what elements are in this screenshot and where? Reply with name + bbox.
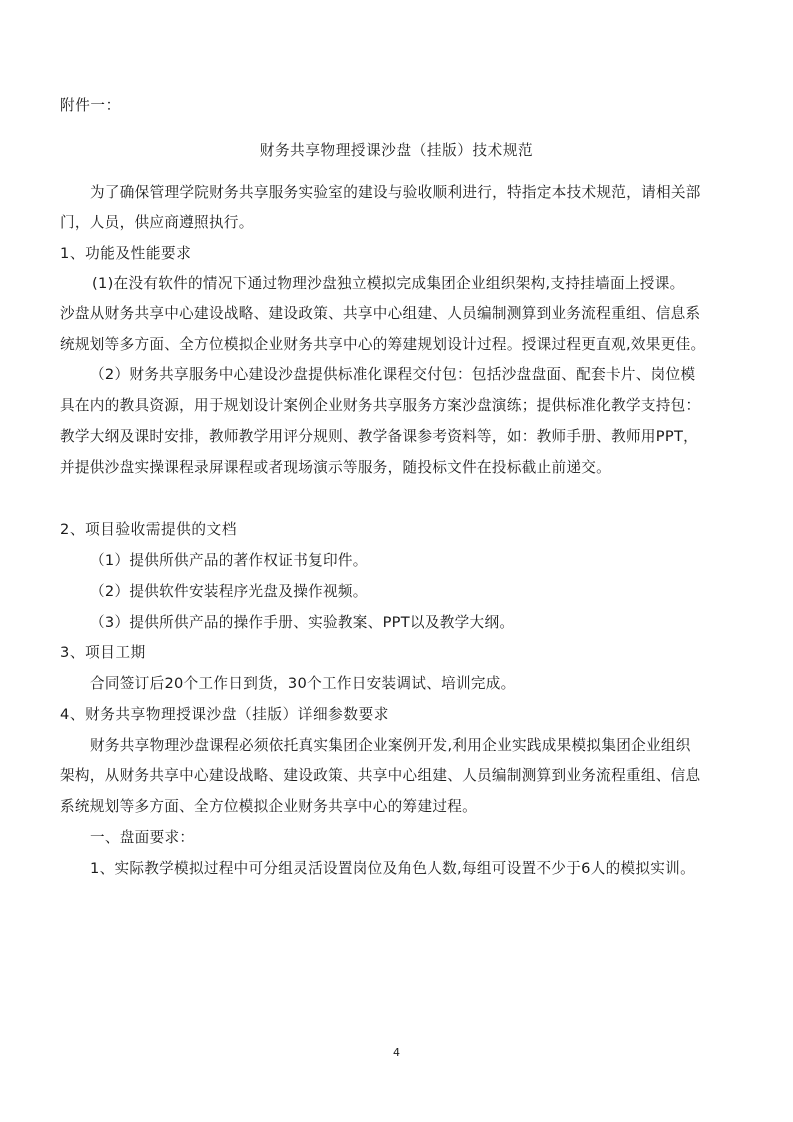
section-1-heading: 1、功能及性能要求 — [60, 245, 192, 262]
section-3-heading: 3、项目工期 — [60, 644, 146, 661]
section-3-line-1: 合同签订后20个工作日到货，30个工作日安装调试、培训完成。 — [90, 675, 516, 692]
page-number: 4 — [393, 1046, 400, 1059]
section-4-item-1: 1、实际教学模拟过程中可分组灵活设置岗位及角色人数,每组可设置不少于6人的模拟实训。 — [90, 860, 695, 877]
section-4-p1-line-3: 系统规划等多方面、全方位模拟企业财务共享中心的筹建过程。 — [60, 798, 478, 815]
attachment-label: 附件一： — [60, 97, 121, 114]
section-4-sub-heading: 一、盘面要求： — [90, 829, 195, 846]
section-4-heading: 4、财务共享物理授课沙盘（挂版）详细参数要求 — [60, 706, 389, 723]
section-1-p1-line-2: 沙盘从财务共享中心建设战略、建设政策、共享中心组建、人员编制测算到业务流程重组、信息系 — [60, 305, 701, 322]
section-2-heading: 2、项目验收需提供的文档 — [60, 521, 238, 538]
section-2-item: （3）提供所供产品的操作手册、实验教案、PPT以及教学大纲。 — [90, 614, 515, 631]
section-4-p1-line-1: 财务共享物理沙盘课程必须依托真实集团企业案例开发,利用企业实践成果模拟集团企业组织 — [90, 737, 691, 754]
section-1-p1-line-3: 统规划等多方面、全方位模拟企业财务共享中心的筹建规划设计过程。授课过程更直观,效果更佳。 — [60, 336, 706, 353]
section-1-p2-line-3: 教学大纲及课时安排，教师教学用评分规则、教学备课参考资料等，如：教师手册、教师用PPT， — [60, 428, 699, 445]
intro-line-2: 门，人员，供应商遵照执行。 — [60, 214, 254, 231]
section-1-p2-line-4: 并提供沙盘实操课程录屏课程或者现场演示等服务，随投标文件在投标截止前递交。 — [60, 459, 612, 476]
section-2-item: （2）提供软件安装程序光盘及操作视频。 — [90, 583, 368, 600]
document-title: 财务共享物理授课沙盘（挂版）技术规范 — [259, 142, 534, 159]
section-1-p1-line-1: (1)在没有软件的情况下通过物理沙盘独立模拟完成集团企业组织架构,支持挂墙面上授课。 — [92, 275, 685, 292]
section-1-p2-line-2: 具在内的教具资源，用于规划设计案例企业财务共享服务方案沙盘演练；提供标准化教学支持包： — [60, 397, 701, 414]
section-2-item: （1）提供所供产品的著作权证书复印件。 — [90, 552, 368, 569]
section-4-p1-line-2: 架构，从财务共享中心建设战略、建设政策、共享中心组建、人员编制测算到业务流程重组、信息 — [60, 767, 701, 784]
intro-line-1: 为了确保管理学院财务共享服务实验室的建设与验收顺利进行，特指定本技术规范，请相关部 — [90, 184, 701, 201]
section-1-p2-line-1: （2）财务共享服务中心建设沙盘提供标准化课程交付包：包括沙盘盘面、配套卡片、岗位模 — [90, 366, 696, 383]
